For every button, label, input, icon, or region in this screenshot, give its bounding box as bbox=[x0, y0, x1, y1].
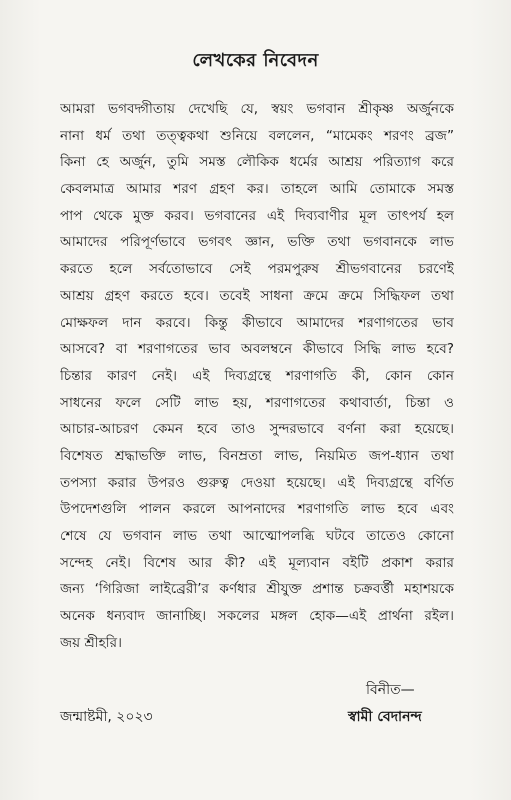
paragraph-line: আমরা ভগবদ্গীতায় দেখেছি যে, স্বয়ং ভগবান শ্রীকৃষ্ণ অর্জুনকে bbox=[60, 101, 454, 117]
paragraph-line: চিন্তার কারণ নেই। এই দিব্যগ্রন্থে শরণাগতি কী, কোন কোন bbox=[60, 367, 454, 384]
paragraph-line: সন্দেহ নেই। বিশেষ আর কী? এই মূল্যবান বইটি প্রকাশ করার bbox=[60, 554, 454, 571]
paragraph-line: সাধনের ফলে সেটি লাভ হয়, শরণাগতের কথাবার্তা, চিন্তা ও bbox=[60, 394, 454, 411]
paragraph-line: কিনা হে অর্জুন, তুমি সমস্ত লৌকিক ধর্মের আশ্রয় পরিত্যাগ করে bbox=[60, 154, 454, 171]
paragraph-line: তপস্যা করার উপরও গুরুত্ব দেওয়া হয়েছে। এই দিব্যগ্রন্থে বর্ণিত bbox=[60, 474, 454, 491]
paragraph-line: শেষে যে ভগবান লাভ তথা আত্মোপলব্ধি ঘটবে তাতেও কোনো bbox=[60, 528, 454, 544]
paragraph-line: আচার-আচরণ কেমন হবে তাও সুন্দরভাবে বর্ণনা করা হয়েছে। bbox=[60, 421, 454, 438]
preface-paragraph bbox=[60, 96, 454, 656]
page-title: লেখকের নিবেদন bbox=[192, 50, 319, 71]
paragraph-line: উপদেশগুলি পালন করলে আপনাদের শরণাগতি লাভ হবে এবং bbox=[60, 501, 454, 518]
paragraph-line: নানা ধর্ম তথা তত্ত্বকথা শুনিয়ে বললেন, “মামেকং শরণং ব্রজ” bbox=[60, 127, 454, 144]
paragraph-line: আশ্রয় গ্রহণ করতে হবে। তবেই সাধনা ক্রমে ক্রমে সিদ্ধিফল তথা bbox=[60, 287, 454, 304]
paragraph-line: জয় শ্রীহরি। bbox=[60, 634, 123, 651]
paragraph-line: পাপ থেকে মুক্ত করব। ভগবানের এই দিব্যবাণীর মূল তাৎপর্য হল bbox=[60, 207, 454, 224]
paragraph-line: করতে হলে সর্বতোভাবে সেই পরমপুরুষ শ্রীভগবানের চরণেই bbox=[60, 261, 454, 278]
paragraph-line: জন্য ‘গিরিজা লাইব্রেরী’র কর্ণধার শ্রীযুক্ত প্রশান্ত চক্রবর্ত্তী মহাশয়কে bbox=[60, 581, 454, 598]
paragraph-line: কেবলমাত্র আমার শরণ গ্রহণ কর। তাহলে আমি তোমাকে সমস্ত bbox=[60, 181, 454, 198]
author-name: স্বামী বেদানন্দ bbox=[348, 709, 422, 725]
paragraph-line: আমাদের পরিপূর্ণভাবে ভগবৎ জ্ঞান, ভক্তি তথা ভগবানকে লাভ bbox=[60, 234, 454, 251]
paragraph-line: আসবে? বা শরণাগতের ভাব অবলম্বনে কীভাবে সিদ্ধি লাভ হবে? bbox=[60, 341, 454, 358]
paragraph-line: বিশেষত শ্রদ্ধাভক্তি লাভ, বিনম্রতা লাভ, নিয়মিত জপ-ধ্যান তথা bbox=[60, 447, 454, 464]
paragraph-line: অনেক ধন্যবাদ জানাচ্ছি। সকলের মঙ্গল হোক—এই প্রার্থনা রইল। bbox=[60, 608, 454, 625]
signoff: বিনীত— bbox=[366, 682, 415, 698]
date-line: জন্মাষ্টমী, ২০২৩ bbox=[60, 709, 153, 725]
paragraph-line: মোক্ষফল দান করবে। কিন্তু কীভাবে আমাদের শরণাগতের ভাব bbox=[60, 314, 454, 331]
